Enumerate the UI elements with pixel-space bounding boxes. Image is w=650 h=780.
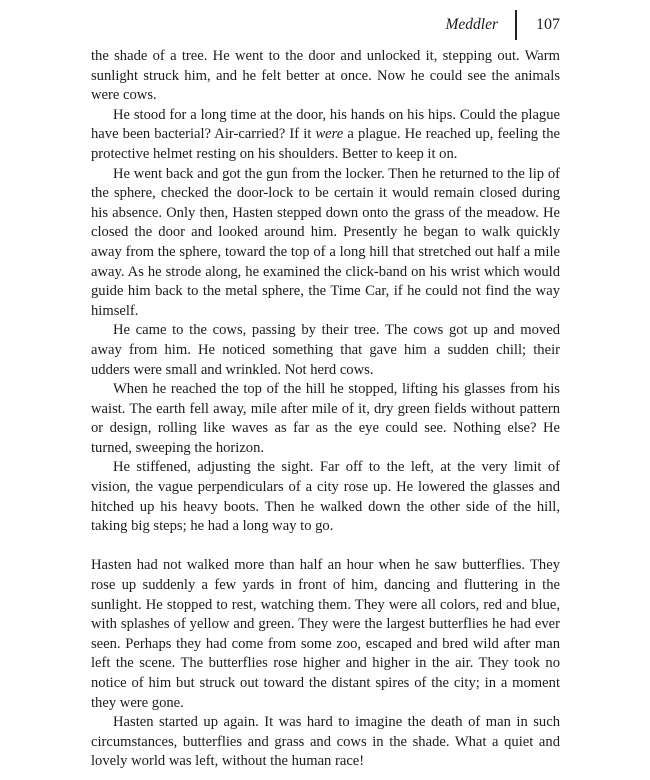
paragraph: Hasten started up again. It was hard to imagine the death of man in such circumstances, butterflies and grass and cows in the shade. What a quiet and lovely world was left, without the human race! bbox=[91, 714, 560, 770]
paragraph: When he reached the top of the hill he stopped, lifting his glasses from his waist. The earth fell away, mile after mile of it, dry green fields without pattern or design, rolling like waves as far as the eye could see. Nothing else? He turned, sweeping the horizon. bbox=[91, 381, 560, 456]
paragraph: He came to the cows, passing by their tree. The cows got up and moved away from him. He noticed something that gave him a sudden chill; their udders were small and wrinkled. Not herd cows. bbox=[91, 322, 560, 378]
header-divider bbox=[515, 10, 517, 40]
paragraph: He went back and got the gun from the locker. Then he returned to the lip of the sphere, checked the door-lock to be certain it would remain closed during his absence. Only then, Hasten stepped down onto the grass of the meadow. He closed the door and looked around him. Presently he began to walk quickly away from the sphere, toward the top of a long hill that stretched out half a mile away. As he strode along, he examined the click-band on his wrist which would guide him back to the metal sphere, the Time Car, if he could not find the way himself. bbox=[91, 165, 560, 319]
paragraph: the shade of a tree. He went to the door and unlocked it, stepping out. Warm sunlight struck him, and he felt better at once. Now he could see the animals were cows. bbox=[91, 48, 560, 104]
running-title: Meddler bbox=[445, 16, 498, 33]
emphasized-word: were bbox=[315, 126, 344, 143]
paragraph: He stiffened, adjusting the sight. Far off to the left, at the very limit of vision, the vague perpendiculars of a city rose up. He lowered the glasses and hitched up his heavy boots. Then he walked down the other side of the hill, taking big steps; he had a long way to go. bbox=[91, 459, 560, 535]
page-number: 107 bbox=[536, 16, 560, 33]
running-head bbox=[445, 10, 560, 40]
paragraph: He stood for a long time at the door, his hands on his hips. Could the plague have been bacterial? Air-carried? If it were a plague. He reached up, feeling the protective helmet resting on his shoulders. Better to keep it on. bbox=[91, 106, 560, 162]
body-text bbox=[91, 47, 560, 772]
paragraph: Hasten had not walked more than half an hour when he saw butterflies. They rose up suddenly a few yards in front of him, dancing and fluttering in the sunlight. He stopped to rest, watching them. They were all colors, red and blue, with splashes of yellow and green. They were the largest butterflies he had ever seen. Perhaps they had come from some zoo, escaped and bred wild after man left the scene. The butterflies rose higher and higher in the air. They took no notice of him but struck out toward the distant spires of the city; in a moment they were gone. bbox=[91, 557, 560, 711]
